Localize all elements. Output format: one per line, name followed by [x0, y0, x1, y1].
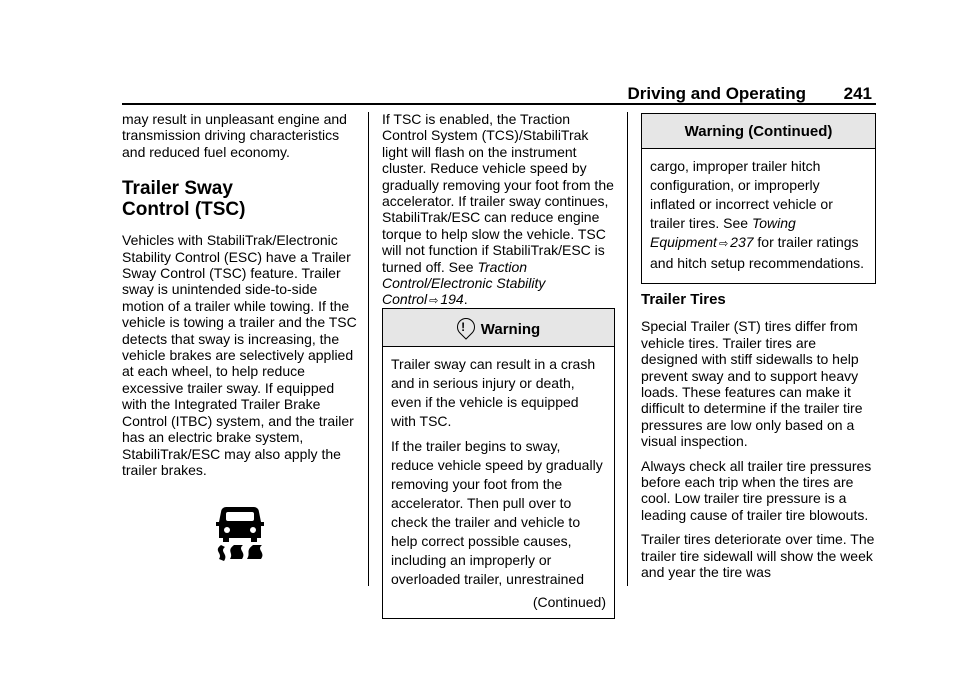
warning-paragraph: Trailer sway can result in a crash and in serious injury or death, even if the vehicle is equipped with TSC. [391, 356, 596, 429]
column-divider [368, 112, 369, 586]
continued-label: (Continued) [532, 594, 606, 610]
warning-title: Warning [480, 321, 541, 338]
column-1 [122, 111, 358, 486]
tires-paragraph: Always check all trailer tire pressures before each trip when the tires are cool. Low trailer tire pressure is a leading cause of trailer tire blowouts. [641, 457, 872, 523]
warning-text-end: for trailer ratings and hitch setup recommendations. [650, 234, 865, 271]
intro-paragraph: may result in unpleasant engine and transmission driving characteristics and reduced fuel economy. [122, 111, 347, 160]
tires-paragraph: Trailer tires deteriorate over time. The trailer tire sidewall will show the week and year the tire was [641, 531, 875, 581]
page-header [560, 84, 876, 104]
tsc-light-paragraph [382, 111, 614, 310]
column-2 [382, 111, 614, 318]
ref-page-number[interactable]: 237 [730, 234, 754, 250]
heading-line-1: Trailer Sway [122, 178, 233, 200]
section-heading [122, 178, 358, 220]
traction-control-link[interactable]: Traction Control/Electronic Stability Control [382, 258, 546, 308]
warning-paragraph [650, 157, 867, 273]
section-title: Driving and Operating [627, 84, 806, 103]
warning-paragraph: If the trailer begins to sway, reduce vehicle speed by gradually removing your foot from the accelerator. Then pull over to check the trailer and vehicle to help correct possible causes, including an improperly or overloaded trailer, unrestrained [391, 438, 603, 587]
warning-header [383, 309, 614, 347]
ref-period: . [463, 291, 468, 308]
column-divider [627, 112, 628, 586]
tsc-light-text: If TSC is enabled, the Traction Control System (TCS)/StabiliTrak light will flash on the instrument cluster. Reduce vehicle speed by gradually removing your foot from the accelerator. If trailer sway continues, StabiliTrak/ESC can reduce engine torque to help slow the vehicle. TSC will not function if StabiliTrak/ESC is turned off. See [382, 111, 614, 275]
warning-body [383, 347, 614, 618]
warning-box [382, 308, 615, 619]
page-arrow-icon: ⇨ [429, 295, 439, 308]
warning-text: cargo, improper trailer hitch configuration, or improperly inflated or incorrect vehicle or trailer tires. See [650, 158, 833, 231]
traction-control-skid-icon [212, 505, 268, 561]
warning-continued-box [641, 113, 876, 284]
heading-line-2: Control (TSC) [122, 199, 246, 221]
header-rule [122, 103, 876, 105]
ref-page-number[interactable]: 194 [440, 291, 464, 308]
warning-icon: ! [453, 314, 478, 339]
warning-header: Warning (Continued) [642, 114, 875, 149]
trailer-tires-heading: Trailer Tires [641, 291, 726, 308]
tires-paragraph: Special Trailer (ST) tires differ from vehicle tires. Trailer tires are designed with stiff sidewalls to help prevent sway and to support heavy loads. These features can make it difficult to determine if the trailer tire pressures are low only based on a visual inspection. [641, 318, 863, 450]
warning-body [642, 149, 875, 283]
page-arrow-icon: ⇨ [718, 238, 729, 250]
tsc-description: Vehicles with StabiliTrak/Electronic Stability Control (ESC) have a Trailer Sway Control (TSC) feature. Trailer sway is unintended side-to-side motion of a trailer while towing. If the vehicle is towing a trailer and the TSC detects that sway is increasing, the vehicle brakes are selectively applied at each wheel, to help reduce excessive trailer sway. If equipped with the Integrated Trailer Brake Control (ITBC) system, and the trailer has an electric brake system, StabiliTrak/ESC may also apply the trailer brakes. [122, 232, 357, 478]
trailer-tires-section [641, 272, 875, 589]
towing-equipment-link[interactable]: Towing Equipment [650, 215, 796, 250]
page-number: 241 [843, 84, 872, 103]
